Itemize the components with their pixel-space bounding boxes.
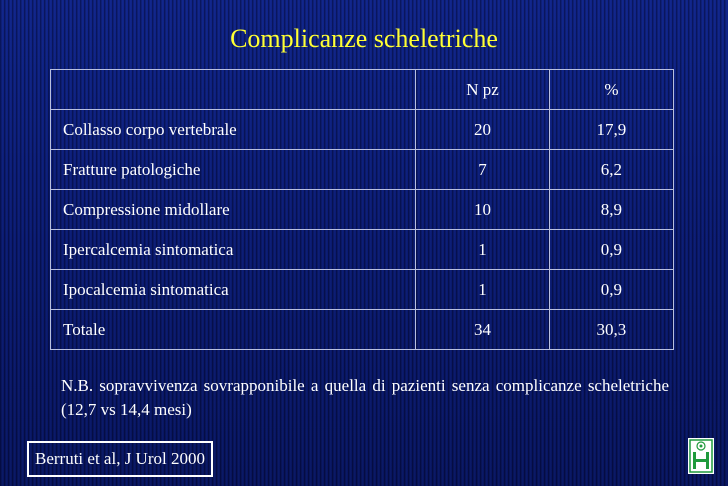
table-row (51, 110, 674, 150)
row-npz: 7 (416, 150, 550, 190)
table-row (51, 270, 674, 310)
citation-box: Berruti et al, J Urol 2000 (27, 441, 213, 477)
table-row (51, 190, 674, 230)
row-label: Compressione midollare (51, 190, 416, 230)
row-percent: 6,2 (549, 150, 673, 190)
row-percent: 17,9 (549, 110, 673, 150)
header-cell-npz: N pz (416, 70, 550, 110)
row-label: Fratture patologiche (51, 150, 416, 190)
row-npz: 20 (416, 110, 550, 150)
row-percent: 0,9 (549, 230, 673, 270)
row-npz: 10 (416, 190, 550, 230)
table-row-total (51, 310, 674, 350)
table-row (51, 150, 674, 190)
row-npz: 1 (416, 270, 550, 310)
institution-logo-icon (688, 438, 714, 474)
complications-table (50, 69, 674, 350)
slide-title: Complicanze scheletriche (230, 24, 498, 53)
row-percent: 8,9 (549, 190, 673, 230)
row-percent: 30,3 (549, 310, 673, 350)
row-npz: 34 (416, 310, 550, 350)
row-label: Collasso corpo vertebrale (51, 110, 416, 150)
table-header-row (51, 70, 674, 110)
row-label: Totale (51, 310, 416, 350)
row-npz: 1 (416, 230, 550, 270)
row-label: Ipocalcemia sintomatica (51, 270, 416, 310)
row-percent: 0,9 (549, 270, 673, 310)
table-row (51, 230, 674, 270)
header-cell-label (51, 70, 416, 110)
header-cell-percent: % (549, 70, 673, 110)
row-label: Ipercalcemia sintomatica (51, 230, 416, 270)
survival-note: N.B. sopravvivenza sovrapponibile a quella di pazienti senza complicanze scheletriche (12,7 vs 14,4 mesi) (61, 376, 669, 419)
